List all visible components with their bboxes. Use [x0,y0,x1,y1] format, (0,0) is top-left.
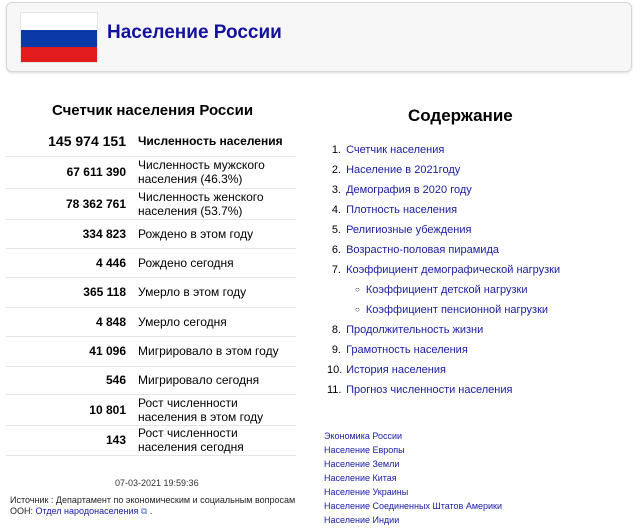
counter-label: Рождено сегодня [136,248,296,277]
counter-label: Численность женского населения (53.7%) [136,188,296,219]
counter-value: 546 [6,366,136,394]
toc-link[interactable]: Коэффициент демографической нагрузки [346,264,561,276]
list-item [324,472,502,486]
toc-number: 1. [331,144,341,156]
counter-label: Рост численности населения в этом году [136,394,296,425]
list-item [327,302,560,322]
toc-link[interactable]: Население в 2021году [346,164,461,176]
list-item [324,458,502,472]
site-title-link[interactable]: Население России [107,22,282,43]
table-row [6,188,296,219]
counter-label: Мигрировало в этом году [136,336,296,366]
external-link-icon: ⧉ [140,506,148,516]
list-item [327,322,560,342]
counter-value: 67 611 390 [6,156,136,188]
table-row [6,156,296,188]
related-link[interactable]: Население Земли [324,459,400,469]
table-row [6,248,296,277]
list-item [324,430,502,444]
list-item [324,514,502,528]
list-item [327,242,560,262]
related-link[interactable]: Экономика России [324,431,403,441]
table-row [6,307,296,336]
toc-heading: Содержание [408,106,513,125]
toc-number: 3. [331,184,341,196]
toc-number: 4. [331,204,341,216]
flag-stripe-red [21,47,97,63]
toc-link[interactable]: Религиозные убеждения [346,224,472,236]
counter-value: 365 118 [6,277,136,307]
counter-value: 10 801 [6,394,136,425]
toc-link[interactable]: Демография в 2020 году [346,184,472,196]
counter-label: Мигрировало сегодня [136,366,296,394]
toc-number: 2. [331,164,341,176]
counter-value: 41 096 [6,336,136,366]
list-item [327,202,560,222]
list-item [324,500,502,514]
toc-number: 9. [331,344,341,356]
source-note [10,495,300,517]
counter-value: 334 823 [6,219,136,248]
counter-value: 143 [6,425,136,455]
counter-label: Рост численности населения сегодня [136,425,296,455]
list-item [327,342,560,362]
list-item [327,162,560,182]
toc-link[interactable]: Счетчик населения [346,144,445,156]
toc-number: 7. [331,264,341,276]
related-link[interactable]: Население Украины [324,487,409,497]
toc-number: 10. [327,364,343,376]
list-item [327,182,560,202]
counter-value: 4 848 [6,307,136,336]
related-link[interactable]: Население Индии [324,515,400,525]
list-item [324,486,502,500]
counter-value: 4 446 [6,248,136,277]
counter-label: Численность населения [136,126,296,156]
list-item [327,142,560,162]
counter-label: Умерло сегодня [136,307,296,336]
toc-link[interactable]: Грамотность населения [346,344,468,356]
population-counter-table [6,126,296,456]
source-suffix: . [147,506,153,516]
table-of-contents [327,142,560,402]
counter-label: Рождено в этом году [136,219,296,248]
related-link[interactable]: Население Соединенных Штатов Америки [324,501,503,511]
table-row [6,219,296,248]
counter-label: Умерло в этом году [136,277,296,307]
circle-bullet-icon: ○ [355,285,360,294]
related-links [324,430,502,528]
toc-link[interactable]: Продолжительность жизни [346,324,484,336]
toc-link[interactable]: Плотность населения [346,204,458,216]
table-row [6,336,296,366]
counter-value: 78 362 761 [6,188,136,219]
toc-link[interactable]: Коэффициент пенсионной нагрузки [365,304,549,316]
flag-stripe-white [21,13,97,30]
table-row [6,425,296,455]
table-row [6,366,296,394]
list-item [327,282,560,302]
list-item [324,444,502,458]
toc-link[interactable]: Возрастно-половая пирамида [346,244,499,256]
counter-heading: Счетчик населения России [51,102,254,119]
toc-number: 6. [331,244,341,256]
source-link[interactable]: Отдел народонаселения [35,506,139,516]
list-item [327,262,560,282]
source-text: Источник : Департамент по экономическим и социальным вопросам ООН: [10,495,296,516]
list-item [327,222,560,242]
counter-label: Численность мужского населения (46.3%) [136,156,296,188]
toc-number: 5. [331,224,341,236]
related-link[interactable]: Население Европы [324,445,405,455]
toc-link[interactable]: Прогноз численности населения [346,384,513,396]
toc-link[interactable]: Коэффициент детской нагрузки [365,284,528,296]
flag-stripe-blue [21,30,97,47]
russia-flag-image [20,12,98,63]
list-item [327,362,560,382]
circle-bullet-icon: ○ [355,305,360,314]
related-link[interactable]: Население Китая [324,473,397,483]
counter-timestamp: 07-03-2021 19:59:36 [115,478,199,488]
list-item [327,382,560,402]
toc-link[interactable]: История населения [346,364,446,376]
counter-value: 145 974 151 [6,126,136,156]
toc-number: 11. [327,384,342,396]
table-row [6,126,296,156]
table-row [6,277,296,307]
toc-number: 8. [331,324,341,336]
site-header [6,2,632,72]
table-row [6,394,296,425]
